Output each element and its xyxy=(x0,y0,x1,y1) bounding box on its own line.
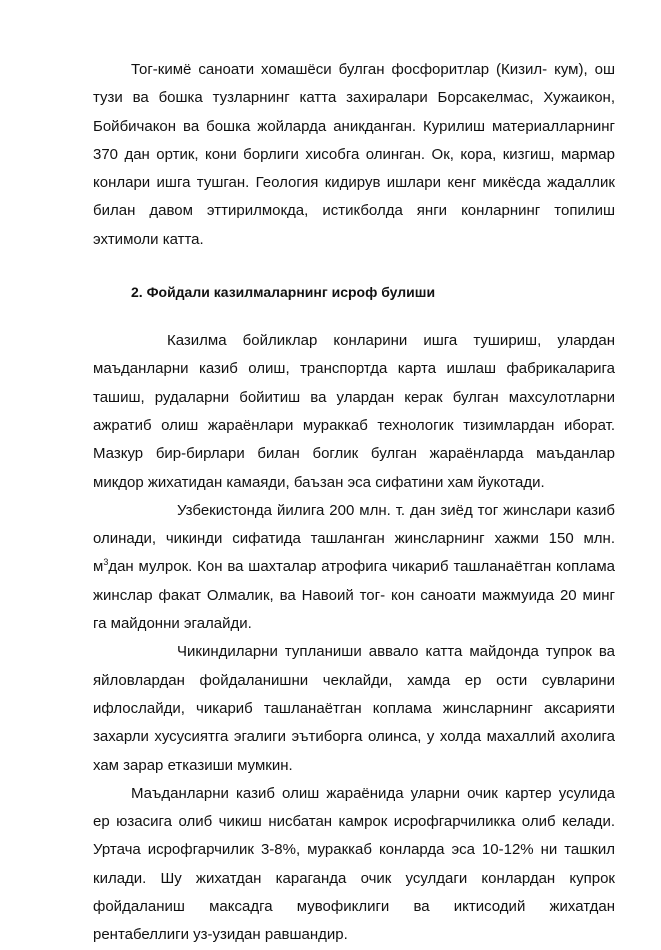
section-heading: 2. Фойдали казилмаларнинг исроф булиши xyxy=(131,284,436,301)
spacer xyxy=(93,306,615,327)
paragraph-text: дан мулрок. Кон ва шахталар атрофига чикариб ташланаётган коплама жинслар факат Олмалик, ва Навоий тог- кон саноати мажмуида 20 минг га майдонни эгалайди. xyxy=(93,558,615,633)
paragraph-text: Узбекистонда йилига 200 млн. т. дан зиёд тог жинслари казиб олинади, чикинди сифатида ташланган жинсларнинг хажми 150 млн. м xyxy=(93,501,615,576)
document-page xyxy=(93,56,615,950)
paragraph-waste-impact: Чикиндиларни тупланиши аввало катта майдонда тупрок ва яйловлардан фойдаланишни чеклайди, хамда ер ости сувларини ифлослайди, чикариб ташланаётган коплама жинсларнинг аксарияти захарли хусусиятга эгалиги эътиборга олинса, у холда махаллий ахолига хам зарар етказиши мумкин. xyxy=(93,643,615,774)
superscript: 3 xyxy=(103,557,109,568)
spacer xyxy=(93,254,615,278)
paragraph-intro: Тог-кимё саноати хомашёси булган фосфоритлар (Кизил- кум), ош тузи ва бошка тузларнинг катта захиралари Борсакелмас, Хужаикон, Бойбичакон ва бошка жойларда аникданган. Курилиш материалларнинг 370 дан ортик, кони борлиги хисобга олинган. Ок, кора, кизгиш, мармар конлари ишга тушган. Геология кидирув ишлари кенг микёсда жадаллик билан давом эттирилмокда, истикболда янги конларнинг топилиш эхтимоли катта. xyxy=(93,61,615,248)
paragraph-uzbekistan-volumes xyxy=(93,497,615,638)
paragraph-extraction: Казилма бойликлар конларини ишга тушириш, улардан маъданларни казиб олиш, транспортда карта ишлаш фабрикаларига ташиш, рудаларни бойитиш ва улардан керак булган махсулотларни ажратиб олиш жараёнлари мураккаб технологик тизимлардан иборат. Мазкур бир-бирлари билан боглик булган жараёнларда маъданлар микдор жихатидан камаяди, баъзан эса сифатини хам йукотади. xyxy=(93,332,615,491)
paragraph-open-pit: Маъданларни казиб олиш жараёнида уларни очик картер усулида ер юзасига олиб чикиш нисбатан камрок исрофгарчиликка олиб келади. Уртача исрофгарчилик 3-8%, мураккаб конларда эса 10-12% ни ташкил килади. Шу жихатдан караганда очик усулдаги конлардан купрок фойдаланиш максадга мувофиклиги ва иктисодий жихатдан рентабеллиги уз-узидан равшандир. xyxy=(93,784,615,944)
